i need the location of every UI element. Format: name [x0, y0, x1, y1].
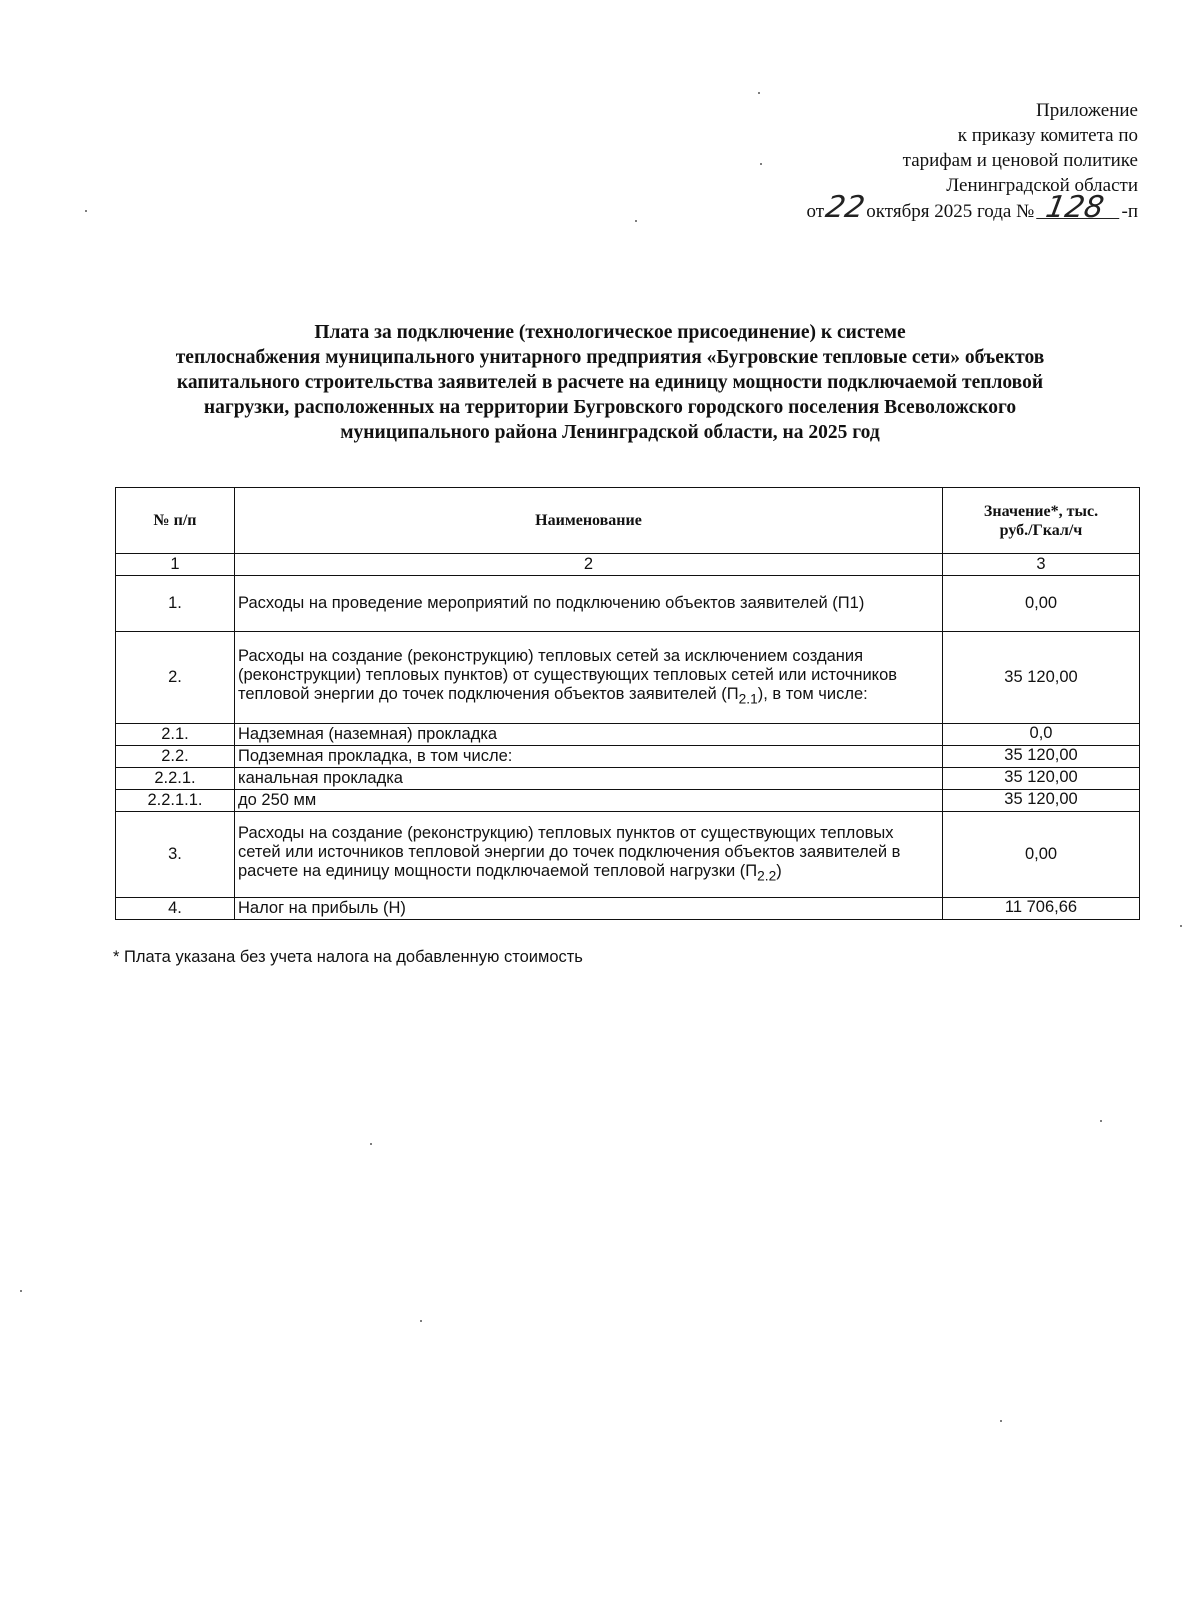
title-line: теплоснабжения муниципального унитарного предприятия «Бугровские тепловые сети» объектов [175, 347, 1045, 368]
appendix-line: Приложение [1036, 100, 1138, 121]
handwritten-order-number: 128 [1036, 198, 1123, 219]
row-value: 35 120,00 [943, 790, 1140, 812]
table-row [116, 898, 1140, 920]
index-cell: 1 [116, 554, 235, 576]
row-value: 0,00 [943, 812, 1140, 898]
table-row [116, 724, 1140, 746]
row-name: Надземная (наземная) прокладка [235, 724, 943, 746]
row-name-text: ) [776, 861, 782, 880]
appendix-line: Ленинградской области [946, 175, 1138, 196]
appendix-block [807, 98, 1138, 224]
scan-speck [1100, 1120, 1102, 1122]
handwritten-day: 22 [823, 190, 868, 225]
row-name: Подземная прокладка, в том числе: [235, 746, 943, 768]
header-value [943, 488, 1140, 554]
header-name: Наименование [235, 488, 943, 554]
row-name: Налог на прибыль (Н) [235, 898, 943, 920]
index-row [116, 554, 1140, 576]
index-cell: 2 [235, 554, 943, 576]
date-middle: октября 2025 года № [866, 201, 1035, 222]
row-value: 35 120,00 [943, 632, 1140, 724]
row-name-subscript: 2.1 [738, 691, 758, 707]
row-name-text: ), в том числе: [757, 684, 868, 703]
table-row [116, 576, 1140, 632]
row-num: 2.1. [116, 724, 235, 746]
document-title [110, 320, 1110, 445]
table-row [116, 632, 1140, 724]
header-value-line: Значение*, тыс. [983, 502, 1099, 520]
row-value: 11 706,66 [943, 898, 1140, 920]
row-num: 1. [116, 576, 235, 632]
header-value-line: руб./Гкал/ч [999, 521, 1083, 539]
number-suffix: -п [1121, 201, 1138, 222]
scan-speck [760, 163, 762, 165]
appendix-line: к приказу комитета по [957, 125, 1138, 146]
footnote: * Плата указана без учета налога на добавленную стоимость [113, 948, 583, 966]
row-value: 35 120,00 [943, 746, 1140, 768]
table-row [116, 790, 1140, 812]
row-name [235, 812, 943, 898]
row-num: 2.2.1. [116, 768, 235, 790]
table-row [116, 746, 1140, 768]
row-name-text: Расходы на создание (реконструкцию) тепловых пунктов от существующих тепловых сетей или источников тепловой энергии до точек подключения объектов заявителей в расчете на единицу мощности подключаемой тепловой нагрузки (П [238, 823, 901, 880]
scan-speck [85, 210, 87, 212]
table-row [116, 768, 1140, 790]
row-num: 2. [116, 632, 235, 724]
row-value: 0,00 [943, 576, 1140, 632]
appendix-line: тарифам и ценовой политике [902, 150, 1138, 171]
row-name-subscript: 2.2 [757, 868, 777, 884]
scan-speck [1180, 925, 1182, 927]
row-name: канальная прокладка [235, 768, 943, 790]
tariff-table [115, 487, 1140, 920]
row-num: 4. [116, 898, 235, 920]
scan-speck [758, 92, 760, 94]
row-name: до 250 мм [235, 790, 943, 812]
scan-speck [1000, 1420, 1002, 1422]
scan-speck [635, 220, 637, 222]
title-line: Плата за подключение (технологическое присоединение) к системе [314, 322, 906, 343]
header-num: № п/п [116, 488, 235, 554]
row-num: 3. [116, 812, 235, 898]
row-num: 2.2. [116, 746, 235, 768]
scan-speck [420, 1320, 422, 1322]
row-num: 2.2.1.1. [116, 790, 235, 812]
table-row [116, 812, 1140, 898]
row-value: 35 120,00 [943, 768, 1140, 790]
scan-speck [20, 1290, 22, 1292]
row-name [235, 632, 943, 724]
row-name-text: Расходы на создание (реконструкцию) тепловых сетей за исключением создания (реконструкции) тепловых пунктов) от существующих тепловых сетей или источников тепловой энергии до точек подключения объектов заявителей (П [238, 646, 898, 703]
date-prefix: от [806, 201, 825, 222]
index-cell: 3 [943, 554, 1140, 576]
header-row [116, 488, 1140, 554]
scan-speck [370, 1143, 372, 1145]
title-line: муниципального района Ленинградской области, на 2025 год [340, 422, 880, 443]
title-line: нагрузки, расположенных на территории Бугровского городского поселения Всеволожского [203, 397, 1017, 418]
title-line: капитального строительства заявителей в расчете на единицу мощности подключаемой тепловой [176, 372, 1044, 393]
order-date-line [806, 190, 1138, 225]
row-name: Расходы на проведение мероприятий по подключению объектов заявителей (П1) [235, 576, 943, 632]
row-value: 0,0 [943, 724, 1140, 746]
